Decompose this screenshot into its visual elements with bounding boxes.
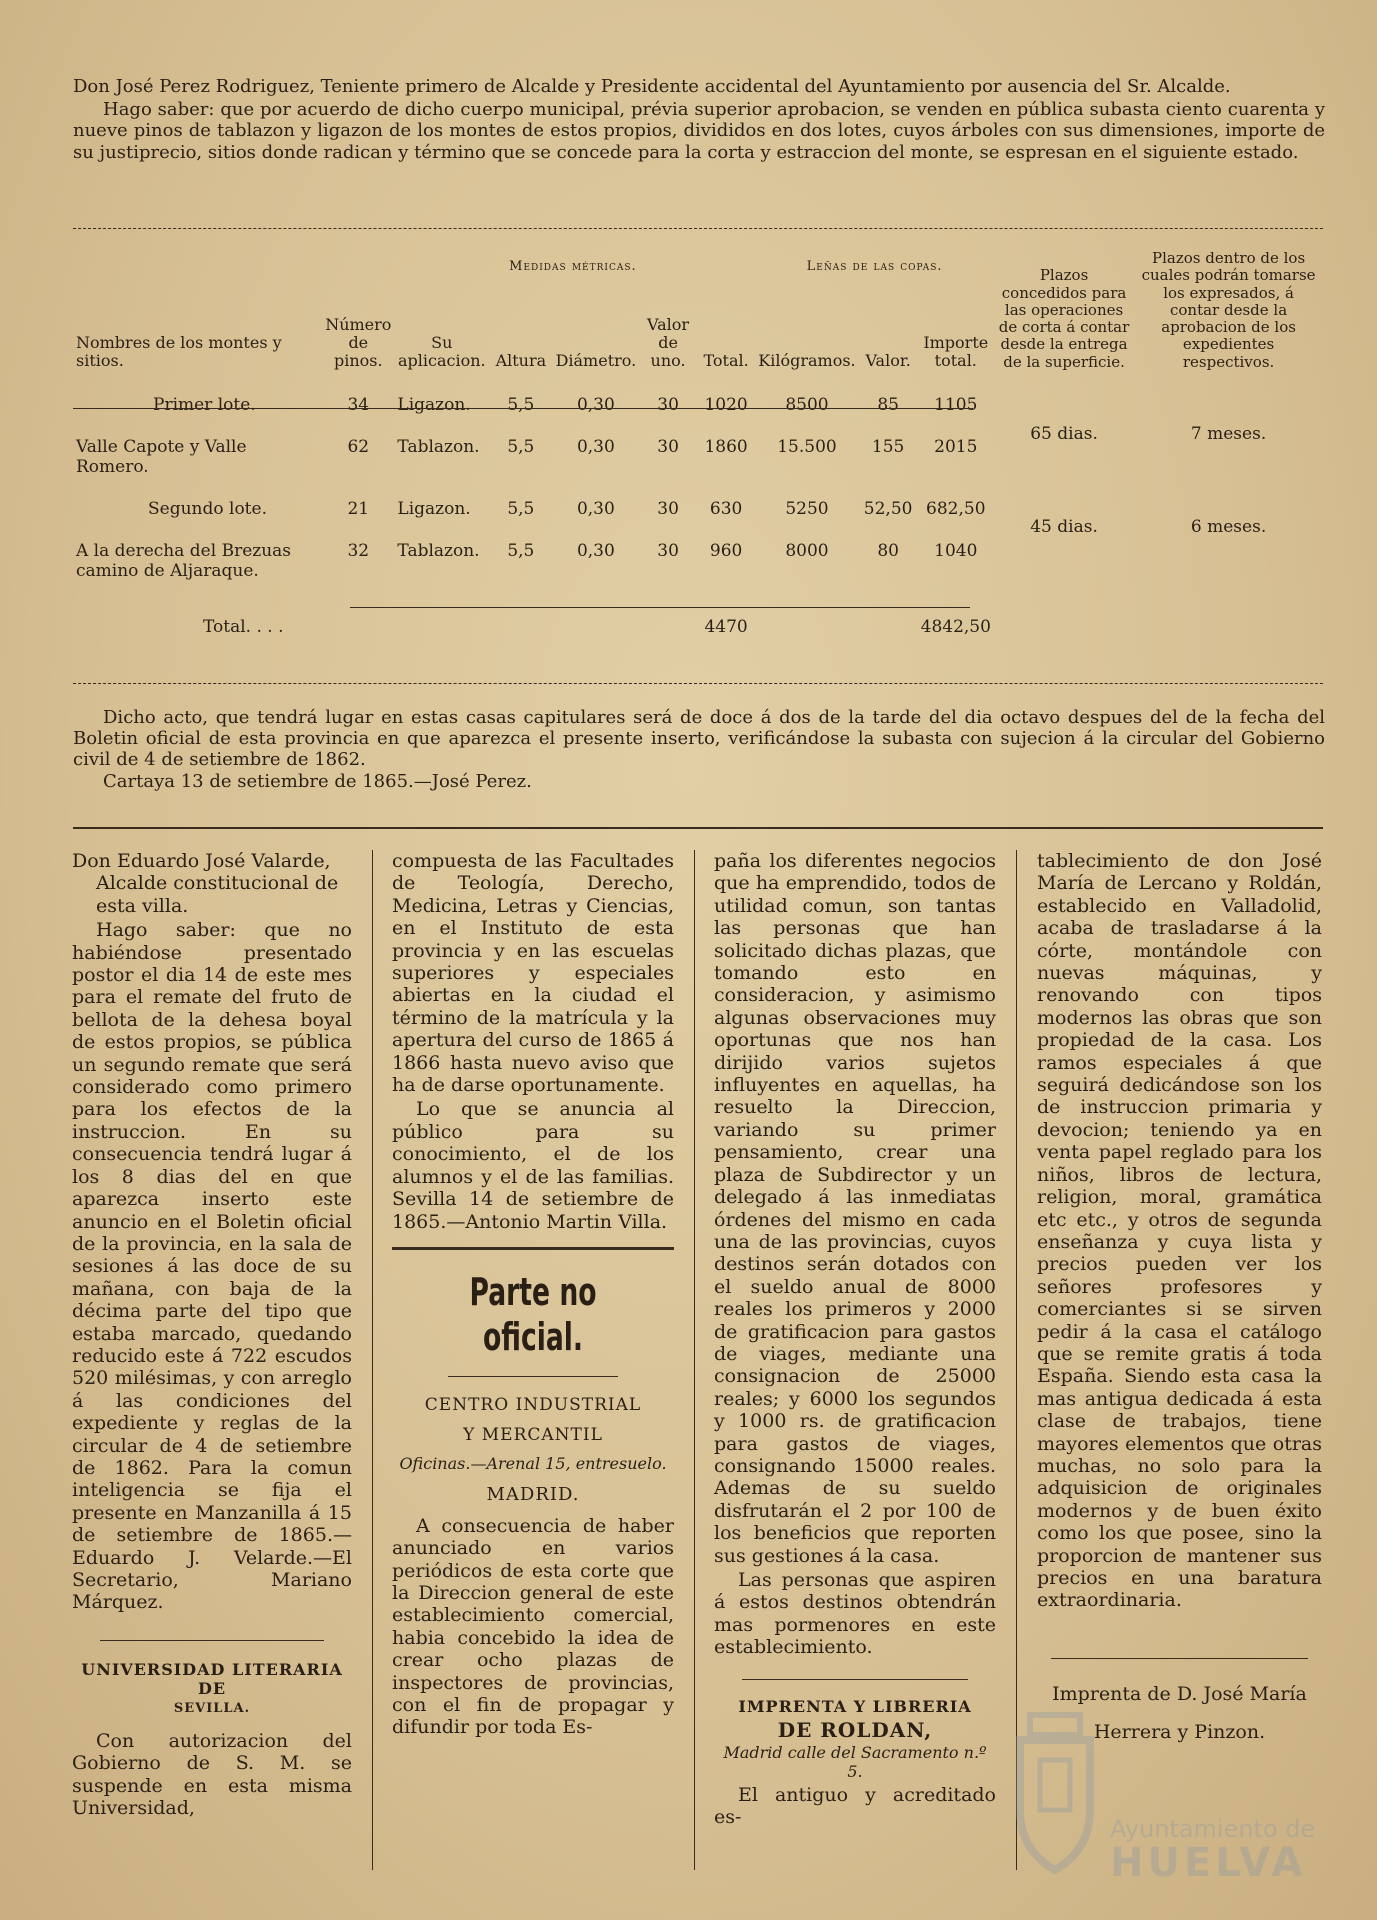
cell-valor-uno: 30 (657, 436, 679, 457)
univ-title: UNIVERSIDAD LITERARIA DE (81, 1659, 343, 1698)
col2-paragraph-2: Lo que se anuncia al público para su conocimiento, el de los alumnos y el de las familias. Sevilla 14 de setiembre de 1865.—Antonio Martin Villa. (392, 1098, 674, 1233)
cell-total: 630 (709, 498, 743, 519)
cell-plazo-corta: 65 dias. (1030, 423, 1098, 444)
col2-paragraph-3: A consecuencia de haber anunciado en varios periódicos de esta corte que la Direccion general de este establecimiento comercial, habia concebido la idea de crear ocho plazas de inspectores de provincias, con el fin de propagar y difundir por toda Es- (392, 1514, 674, 1739)
column-header-altura: Altura (495, 351, 547, 371)
column-header-aplicacion: Su aplicacion. (397, 332, 486, 371)
cell-aplicacion: Ligazon. (397, 394, 471, 415)
cell-total: 960 (709, 540, 743, 561)
column-header-diametro: Diámetro. (555, 351, 637, 371)
col4-paragraph-1: tablecimiento de don José María de Lercano y Roldán, establecido en Valladolid, acaba de trasladarse á la córte, montándole con nuevas máquinas, y renovando con tipos modernos las obras que son propiedad de la casa. Los ramos especiales á que seguirá dedicándose son los de instruccion primaria y devocion; teniendo ya en venta papel reglado para los niños, libros de lectura, religion, moral, gramática etc etc., y otros de segunda enseñanza y cuya lista y precios pueden ver los señores profesores y comerciantes si se sirven pedir á la casa el catálogo que se remite gratis á toda España. Siendo esta casa la mas antigua dedicada á esta clase de trabajos, tiene mayores elementos que otras muchas, no solo para la adquisicion de originales modernos y de buen éxito como los que posee, sino la proporcion de mantener sus precios en una baratura extraordinaria. (1037, 850, 1322, 1612)
imprenta-line-1: Imprenta de D. José María (1052, 1682, 1307, 1705)
imprenta-title-1: IMPRENTA Y LIBRERIA (738, 1696, 972, 1716)
lote-label: Segundo lote. (148, 498, 267, 519)
total-label: Total. . . . (203, 617, 284, 638)
cell-importe: 682,50 (926, 498, 986, 519)
column-header-total: Total. (703, 351, 749, 371)
imprenta-title-2: DE ROLDAN, (777, 1717, 933, 1742)
cell-kilos: 8500 (785, 394, 829, 415)
col1-heading: Don Eduardo José Valarde, Alcalde constitucional de esta villa. (72, 850, 339, 917)
cell-aplicacion: Ligazon. (397, 498, 471, 519)
col3-paragraph-3: El antiguo y acreditado es- (714, 1783, 996, 1829)
cell-diametro: 0,30 (576, 394, 615, 415)
col2-paragraph-1: compuesta de las Facultades de Teología, Derecho, Medicina, Letras y Ciencias, en el Instituto de esta provincia y en las escuelas superiores y especiales abiertas en la ciudad el término de la matrícula y la apertura del curso de 1865 á 1866 hasta nuevo aviso que ha de darse oportunamente. (392, 850, 674, 1097)
col3-paragraph-2: Las personas que aspiren á estos destinos obtendrán mas pormenores en este establecimiento. (714, 1569, 996, 1659)
column-header-valor-uno: Valor de uno. (647, 314, 690, 371)
watermark-text-1: Ayuntamiento de (1110, 1815, 1316, 1843)
col2-divider (448, 1376, 617, 1377)
column-rule (372, 850, 373, 1870)
cell-importe: 2015 (934, 436, 978, 457)
section-title: Parte no oficial. (469, 1269, 597, 1359)
watermark-text-2: HUELVA (1110, 1840, 1307, 1886)
cell-pinos: 34 (347, 394, 370, 415)
cell-pinos: 62 (347, 436, 370, 457)
column-header-numero: Número de pinos. (325, 314, 392, 371)
column-4 (1037, 850, 1322, 1746)
cell-altura: 5,5 (507, 498, 535, 519)
cell-aplicacion: Tablazon. (397, 540, 480, 561)
group-header-medidas: Medidas métricas. (509, 259, 637, 274)
watermark (1010, 1700, 1316, 1890)
table-total-row (73, 591, 1323, 647)
cell-importe: 1040 (934, 540, 978, 561)
notice-paragraph: Hago saber: que por acuerdo de dicho cuerpo municipal, prévia superior aprobacion, se venden en pública subasta ciento cuarenta y nueve pinos de tablazon y ligazon de los montes de estos propios, divididos en dos lotes, cuyos árboles con sus dimensiones, importe de su justiprecio, sitios donde radican y término que se concede para la corta y estraccion del monte, se espresan en el siguiente estado. (73, 99, 1325, 163)
cell-valor-uno: 30 (657, 540, 679, 561)
cell-plazo-meses: 7 meses. (1190, 423, 1267, 444)
cell-valor: 80 (877, 540, 899, 561)
cell-valor-uno: 30 (657, 498, 679, 519)
cell-altura: 5,5 (507, 394, 535, 415)
imprenta-address: Madrid calle del Sacramento n.º 5. (723, 1743, 987, 1781)
column-header-plazos-corta: Plazos concedidos para las operaciones de corta á contar desde la entrega de la superficie. (998, 266, 1130, 371)
lote-label: Primer lote. (153, 394, 256, 415)
column-header-nombres: Nombres de los montes y sitios. (76, 332, 282, 371)
column-header-valor: Valor. (865, 351, 911, 371)
cell-importe: 1105 (934, 394, 978, 415)
centro-title-1: CENTRO INDUSTRIAL (424, 1394, 642, 1415)
section-divider (73, 827, 1323, 829)
cell-valor: 52,50 (863, 498, 913, 519)
column-3 (714, 850, 996, 1831)
univ-text: Con autorizacion del Gobierno de S. M. se suspende en esta misma Universidad, (72, 1729, 352, 1820)
col1-paragraph: Hago saber: que no habiéndose presentado postor el dia 14 de este mes para el remate del fruto de bellota de la dehesa boyal de estos propios, se pública un segundo remate que será considerado como primero para los efectos de la instruccion. En su consecuencia tendrá lugar á los 8 dias del en que aparezca inserto este anuncio en el Boletin oficial de la provincia, en la sala de sesiones á las doce de su mañana, con baja de la décima parte del tipo que estaba marcado, quedando reducido este á 722 escudos 520 milésimas, y con arreglo á las condiciones del expediente y reglas de la circular de 4 de setiembre de 1862. Para la comun inteligencia se fija el presente en Manzanilla á 15 de setiembre de 1865.—Eduardo J. Velarde.—El Secretario, Mariano Márquez. (72, 919, 352, 1614)
cell-plazo-meses: 6 meses. (1190, 516, 1267, 537)
cell-valor-uno: 30 (657, 394, 679, 415)
column-header-kilogramos: Kilógramos. (758, 351, 856, 371)
table-subtotal-rule (350, 607, 970, 608)
cell-diametro: 0,30 (576, 436, 615, 457)
cell-monte-name: A la derecha del Brezuas camino de Aljaraque. (76, 540, 292, 581)
cell-altura: 5,5 (507, 436, 535, 457)
cell-pinos: 21 (347, 498, 370, 519)
column-2 (392, 850, 674, 1741)
cell-total: 1020 (704, 394, 748, 415)
table-header-rule (73, 408, 973, 409)
cell-kilos: 15.500 (777, 436, 837, 457)
closing-signature: Cartaya 13 de setiembre de 1865.—José Perez. (103, 770, 532, 792)
cell-diametro: 0,30 (576, 540, 615, 561)
column-rule (694, 850, 695, 1870)
cell-pinos: 32 (347, 540, 370, 561)
cell-kilos: 8000 (785, 540, 829, 561)
univ-city: SEVILLA. (173, 1700, 251, 1716)
centro-madrid: MADRID. (486, 1483, 580, 1505)
cell-kilos: 5250 (785, 498, 829, 519)
cell-diametro: 0,30 (576, 498, 615, 519)
table-bottom-rule (73, 683, 1323, 684)
centro-title-2: Y MERCANTIL (463, 1424, 603, 1445)
centro-oficinas: Oficinas.—Arenal 15, entresuelo. (399, 1453, 667, 1473)
cell-valor: 85 (877, 394, 899, 415)
col3-paragraph-1: paña los diferentes negocios que ha emprendido, todos de utilidad comun, son tantas las personas que han solicitado dichas plazas, que tomando esto en consideracion, y asimismo algunas observaciones muy oportunas que nos han dirijido varios sujetos influyentes en aquellas, ha resuelto la Direccion, variando su primer pensamiento, crear una plaza de Subdirector y un delegado á las inmediatas órdenes del mismo en cada una de las provincias, cuyos destinos serán dotados con el sueldo anual de 8000 reales los primeros y 2000 de gratificacion para gastos de viages, mediante una consignacion de 25000 reales; y 6000 los segundos y 1000 rs. de gratificacion para gastos de viages, consignando 15000 reales. Ademas de su sueldo disfrutarán el 2 por 100 de los beneficios que reporten sus gestiones á la casa. (714, 850, 996, 1567)
col1-divider (100, 1640, 324, 1641)
separator-rule (73, 228, 1323, 229)
imprenta-line-2: Herrera y Pinzon. (1093, 1721, 1266, 1744)
total-importe: 4842,50 (920, 617, 991, 638)
col2-thick-divider (392, 1247, 674, 1250)
cell-total: 1860 (704, 436, 748, 457)
auction-closing (73, 707, 1325, 792)
column-header-importe: Importe total. (923, 332, 989, 371)
total-value: 4470 (704, 617, 748, 638)
auction-table (73, 248, 1323, 647)
group-header-lenas: Leñas de las copas. (806, 259, 943, 274)
notice-heading: Don José Perez Rodriguez, Teniente primero de Alcalde y Presidente accidental del Ayuntamiento por ausencia del Sr. Alcalde. (73, 76, 1231, 97)
cell-monte-name: Valle Capote y Valle Romero. (76, 436, 247, 477)
table-row (73, 379, 1323, 425)
table-row (73, 487, 1323, 529)
col3-divider (742, 1679, 968, 1680)
cell-aplicacion: Tablazon. (397, 436, 480, 457)
cell-plazo-corta: 45 dias. (1030, 516, 1098, 537)
col4-divider (1051, 1658, 1308, 1659)
cell-altura: 5,5 (507, 540, 535, 561)
cell-valor: 155 (871, 436, 905, 457)
auction-notice-intro (73, 76, 1325, 165)
crest-icon (1000, 1700, 1110, 1880)
column-1 (72, 850, 352, 1822)
closing-paragraph: Dicho acto, que tendrá lugar en estas casas capitulares será de doce á dos de la tarde del dia octavo despues del de la fecha del Boletin oficial de esta provincia en que aparezca el presente inserto, verificándose la subasta con sujecion á la circular del Gobierno civil de 4 de setiembre de 1862. (73, 707, 1325, 771)
table-group-header-row (73, 248, 1323, 294)
column-header-plazos-meses: Plazos dentro de los cuales podrán tomarse los expresados, á contar desde la aprobacion de los expedientes respectivos. (1141, 249, 1316, 371)
